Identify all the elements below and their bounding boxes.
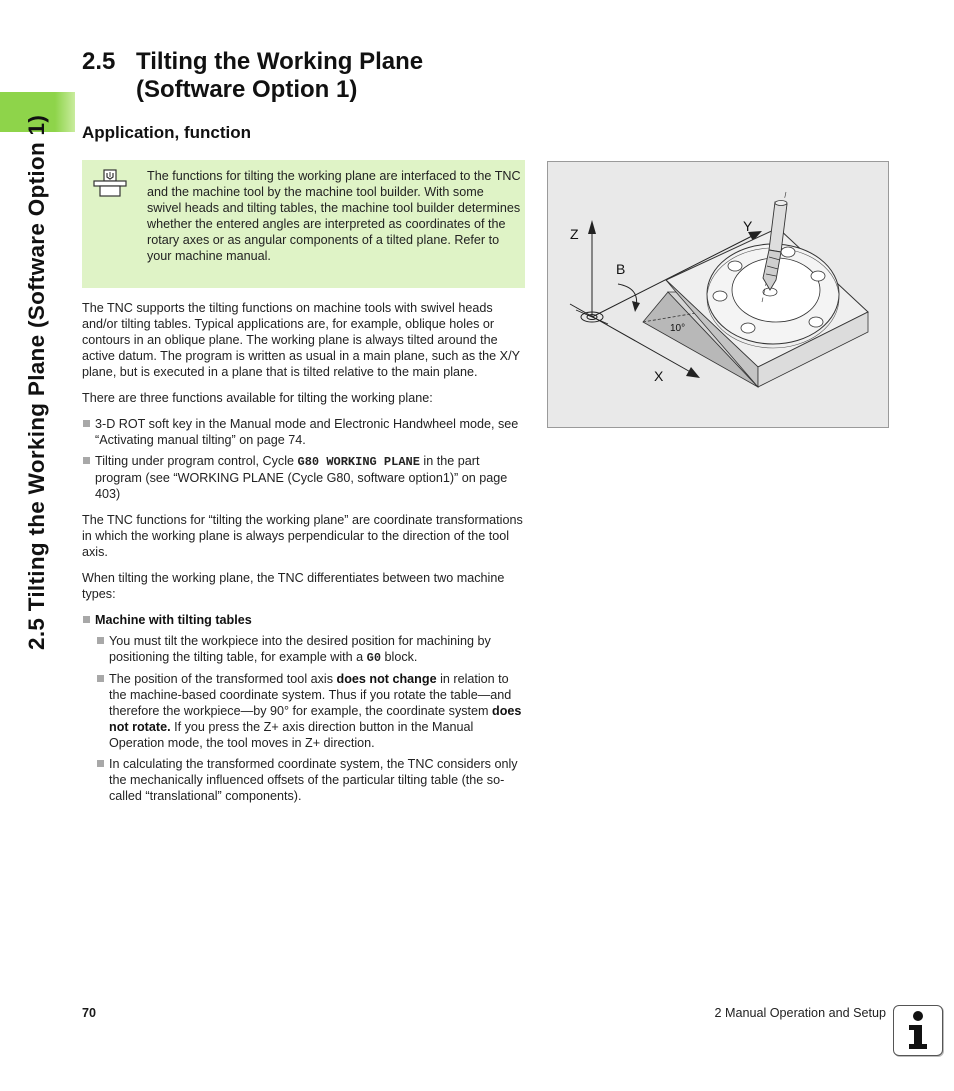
bullet-program-control-post: in the part program (see “WORKING PLANE (Cycle G80, software option1)” on page 403) bbox=[95, 454, 508, 501]
section-number: 2.5 bbox=[82, 48, 116, 75]
machine-manual-icon bbox=[93, 169, 127, 197]
b-axis-label: B bbox=[616, 261, 626, 277]
section-heading-line1: Tilting the Working Plane bbox=[136, 48, 424, 75]
tilting-table-figure bbox=[547, 161, 889, 428]
table-hole bbox=[728, 261, 742, 271]
tilting-table-illustration bbox=[548, 162, 890, 429]
section-heading bbox=[82, 48, 522, 104]
info-glyph bbox=[894, 1006, 941, 1054]
side-running-title: 2.5 Tilting the Working Plane (Software Option 1) bbox=[24, 114, 49, 650]
tool-axis-text-a: The position of the transformed tool axis bbox=[109, 672, 337, 686]
tool-axis-text-c: in relation to the machine-based coordinate system. Thus if you rotate the table—and therefore the workpiece—by 90° for example, the coordinate system bbox=[109, 672, 512, 718]
y-axis-label: Y bbox=[743, 218, 753, 234]
table-hole bbox=[781, 247, 795, 257]
table-hole bbox=[809, 317, 823, 327]
bullet-program-control-pre: Tilting under program control, Cycle bbox=[95, 454, 298, 468]
angle-label: 10° bbox=[670, 323, 686, 334]
subbullet-tilt-post: block. bbox=[381, 650, 418, 664]
subbullet-tilt-workpiece bbox=[82, 633, 524, 666]
machine-note-text: The functions for tilting the working plane are interfaced to the TNC and the machine tool by the machine tool builder. With some swivel heads and tilting tables, the machine tool builder determines whether the entered angles are interpreted as coordinates of the rotary axes or as angular components of a tilted plane. Refer to your machine manual. bbox=[147, 169, 521, 263]
page-number: 70 bbox=[82, 1006, 97, 1020]
x-axis-arrow bbox=[686, 367, 700, 378]
paragraph-functions-lead: There are three functions available for tilting the working plane: bbox=[82, 391, 433, 405]
bullet-program-control bbox=[82, 453, 524, 502]
cycle-code: G80 WORKING PLANE bbox=[297, 455, 420, 469]
table-hole bbox=[741, 323, 755, 333]
z-axis-arrow bbox=[588, 220, 596, 234]
x-axis-label: X bbox=[654, 368, 664, 384]
subbullet-tilt-pre: You must tilt the workpiece into the desired position for machining by positioning the tilting table, for example with a bbox=[109, 634, 491, 664]
paragraph-machine-types: When tilting the working plane, the TNC differentiates between two machine types: bbox=[82, 571, 505, 601]
z-axis-label: Z bbox=[570, 226, 579, 242]
chapter-tab-fade bbox=[55, 92, 75, 132]
tool-axis-text-e: If you press the Z+ axis direction button in the Manual Operation mode, the tool moves in Z+ direction. bbox=[109, 720, 474, 750]
subbullet-tool-axis bbox=[82, 671, 524, 751]
table-hole bbox=[713, 291, 727, 301]
g0-code: G0 bbox=[366, 651, 382, 665]
tool-axis-emphasis-2: does not rotate. bbox=[109, 704, 522, 734]
table-hole bbox=[811, 271, 825, 281]
section-heading-line2: (Software Option 1) bbox=[136, 76, 358, 103]
bullet-3d-rot: 3-D ROT soft key in the Manual mode and Electronic Handwheel mode, see “Activating manual tilting” on page 74. bbox=[82, 416, 524, 448]
machine-type-heading: Machine with tilting tables bbox=[95, 613, 252, 627]
tool-axis-emphasis-1: does not change bbox=[336, 672, 437, 686]
subbullet-translational: In calculating the transformed coordinate system, the TNC considers only the mechanically influenced offsets of the particular tilting table (the so-called “translational” components). bbox=[82, 756, 524, 804]
subsection-heading: Application, function bbox=[82, 123, 252, 142]
bullet-machine-tilting-tables bbox=[82, 612, 524, 628]
paragraph-intro: The TNC supports the tilting functions on machine tools with swivel heads and/or tilting tables. Typical applications are, for example, oblique holes or contours in an oblique plane. The working plane is always tilted around the active datum. The program is written as usual in a main plane, such as the X/Y plane, but is executed in a plane that is tilted relative to the main plane. bbox=[82, 301, 520, 379]
paragraph-transformations: The TNC functions for “tilting the working plane” are coordinate transformations in which the working plane is always perpendicular to the direction of the tool axis. bbox=[82, 513, 523, 559]
body-text bbox=[82, 300, 524, 809]
machine-note-box bbox=[82, 160, 525, 288]
chapter-footer: 2 Manual Operation and Setup bbox=[714, 1006, 886, 1020]
info-icon[interactable] bbox=[893, 1005, 943, 1056]
